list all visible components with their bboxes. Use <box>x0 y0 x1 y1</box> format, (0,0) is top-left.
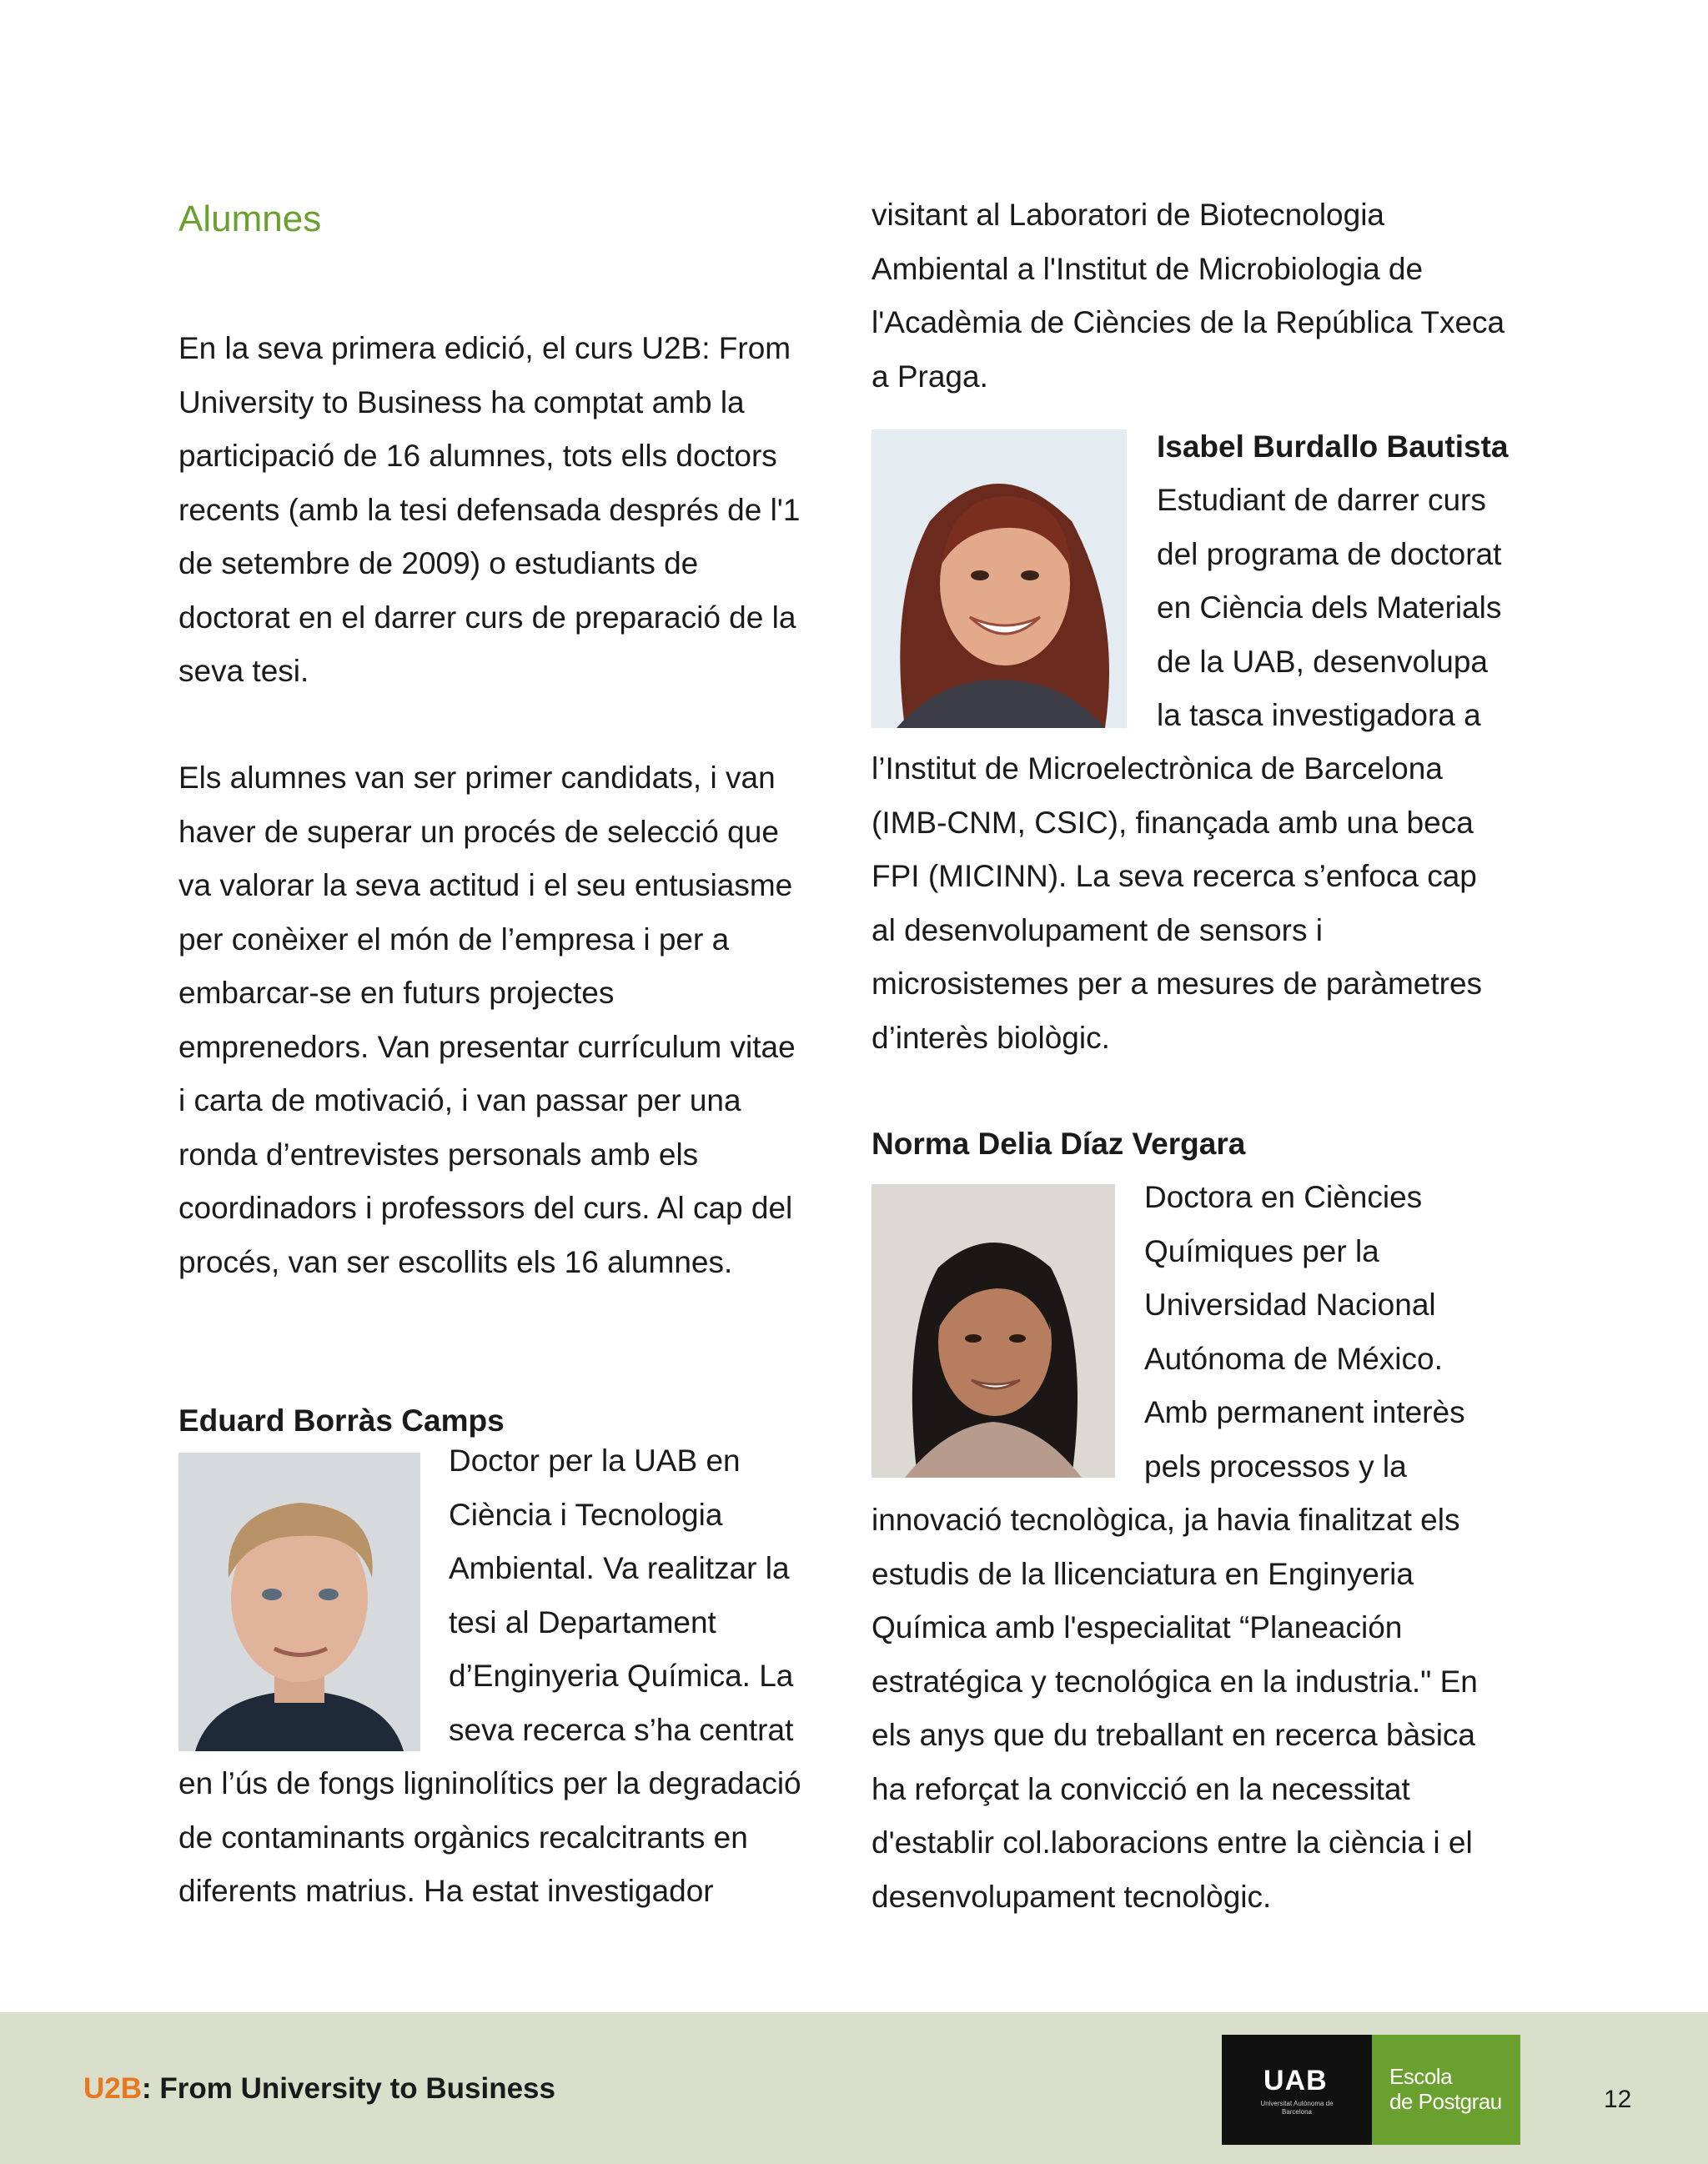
text-line: seva tesi. <box>178 654 309 688</box>
student-name-norma: Norma Delia Díaz Vergara <box>872 1127 1246 1161</box>
norma-bio-below <box>872 1494 1539 1924</box>
escola-logo-line: de Postgrau <box>1389 2089 1502 2114</box>
norma-bio-beside <box>1144 1171 1528 1494</box>
text-line: desenvolupament tecnològic. <box>872 1879 1272 1914</box>
intro-paragraph-1 <box>178 322 837 699</box>
text-line: pels processos y la <box>1144 1449 1407 1484</box>
text-line: FPI (MICINN). La seva recerca s’enfoca cap <box>872 859 1477 893</box>
eduard-bio-below <box>178 1757 846 1919</box>
text-line: Autónoma de México. <box>1144 1341 1443 1376</box>
text-line: En la seva primera edició, el curs U2B: From <box>178 331 791 365</box>
text-line: seva recerca s’ha centrat <box>449 1712 794 1747</box>
text-line: estudis de la llicenciatura en Enginyeria <box>872 1556 1414 1591</box>
text-line: doctorat en el darrer curs de preparació de la <box>178 600 796 635</box>
text-line: de contaminants orgànics recalcitrants en <box>178 1820 748 1855</box>
footer-title-accent: U2B <box>83 2072 143 2105</box>
text-line: va valorar la seva actitud i el seu entusiasme <box>178 868 793 902</box>
text-line: embarcar-se en futurs projectes <box>178 976 615 1010</box>
photo-eduard <box>178 1453 420 1751</box>
text-line: Els alumnes van ser primer candidats, i van <box>178 761 776 795</box>
isabel-bio-beside <box>1157 474 1540 743</box>
photo-isabel <box>872 429 1127 728</box>
text-line: Amb permanent interès <box>1144 1395 1465 1429</box>
text-line: innovació tecnològica, ja havia finalitzat els <box>872 1503 1460 1537</box>
intro-paragraph-2 <box>178 751 837 1289</box>
portrait-illustration <box>178 1453 420 1751</box>
text-line: haver de superar un procés de selecció que <box>178 814 779 849</box>
text-line: del programa de doctorat <box>1157 536 1502 571</box>
text-line: l'Acadèmia de Ciències de la República Txeca <box>872 305 1505 339</box>
text-line: Estudiant de darrer curs <box>1157 483 1486 517</box>
text-line: ronda d’entrevistes personals amb els <box>178 1137 699 1172</box>
eduard-bio-beside <box>449 1434 832 1757</box>
text-line: en l’ús de fongs ligninolítics per la degradació <box>178 1766 801 1800</box>
text-line: d'establir col.laboracions entre la ciència i el <box>872 1825 1473 1860</box>
isabel-bio-below <box>872 742 1539 1065</box>
eduard-bio-continued <box>872 188 1539 404</box>
uab-logo-subtitle: Universitat Autònoma de Barcelona <box>1260 2100 1334 2116</box>
portrait-illustration <box>872 429 1127 728</box>
text-line: (IMB-CNM, CSIC), finançada amb una beca <box>872 805 1474 840</box>
text-line: d’Enginyeria Química. La <box>449 1659 794 1693</box>
text-line: Universidad Nacional <box>1144 1288 1436 1322</box>
portrait-illustration <box>872 1184 1115 1478</box>
text-line: participació de 16 alumnes, tots ells doctors <box>178 439 777 473</box>
text-line: els anys que du treballant en recerca bàsica <box>872 1718 1475 1752</box>
footer-title-rest: : From University to Business <box>142 2072 555 2105</box>
text-line: estratégica y tecnológica en la industria." En <box>872 1664 1478 1699</box>
text-line: Química amb l'especialitat “Planeación <box>872 1610 1403 1644</box>
text-line: microsistemes per a mesures de paràmetres <box>872 967 1483 1001</box>
text-line: tesi al Departament <box>449 1604 716 1639</box>
photo-norma <box>872 1184 1115 1478</box>
footer-title <box>83 2071 555 2107</box>
text-line: en Ciència dels Materials <box>1157 590 1502 625</box>
text-line: procés, van ser escollits els 16 alumnes. <box>178 1244 733 1279</box>
uab-logo: UAB <box>1263 2065 1328 2096</box>
text-line: per conèixer el món de l’empresa i per a <box>178 921 730 956</box>
text-line: Ciència i Tecnologia <box>449 1497 723 1532</box>
text-line: University to Business ha comptat amb la <box>178 384 745 419</box>
text-line: a Praga. <box>872 359 988 394</box>
text-line: de setembre de 2009) o estudiants de <box>178 546 699 580</box>
text-line: recents (amb la tesi defensada després de l'1 <box>178 492 801 527</box>
page-number: 12 <box>1604 2086 1632 2113</box>
text-line: i carta de motivació, i van passar per una <box>178 1083 741 1117</box>
text-line: Ambiental. Va realitzar la <box>449 1551 790 1585</box>
escola-logo-text <box>1389 2064 1502 2114</box>
text-line: Ambiental a l'Institut de Microbiologia de <box>872 251 1424 286</box>
text-line: la tasca investigadora a <box>1157 698 1481 732</box>
student-name-eduard: Eduard Borràs Camps <box>178 1403 505 1438</box>
text-line: de la UAB, desenvolupa <box>1157 644 1488 679</box>
text-line: Doctora en Ciències <box>1144 1180 1423 1214</box>
text-line: Químiques per la <box>1144 1233 1379 1268</box>
student-name-isabel: Isabel Burdallo Bautista <box>1157 429 1509 464</box>
text-line: l’Institut de Microelectrònica de Barcelona <box>872 751 1443 786</box>
text-line: visitant al Laboratori de Biotecnologia <box>872 198 1384 232</box>
text-line: d’interès biològic. <box>872 1020 1110 1055</box>
text-line: Doctor per la UAB en <box>449 1444 741 1478</box>
text-line: diferents matrius. Ha estat investigador <box>178 1874 714 1908</box>
escola-logo-line: Escola <box>1389 2064 1453 2089</box>
text-line: al desenvolupament de sensors i <box>872 912 1323 947</box>
section-title: Alumnes <box>178 198 322 239</box>
text-line: emprenedors. Van presentar currículum vitae <box>178 1029 796 1064</box>
text-line: ha reforçat la convicció en la necessitat <box>872 1771 1410 1806</box>
text-line: coordinadors i professors del curs. Al cap del <box>178 1191 793 1225</box>
